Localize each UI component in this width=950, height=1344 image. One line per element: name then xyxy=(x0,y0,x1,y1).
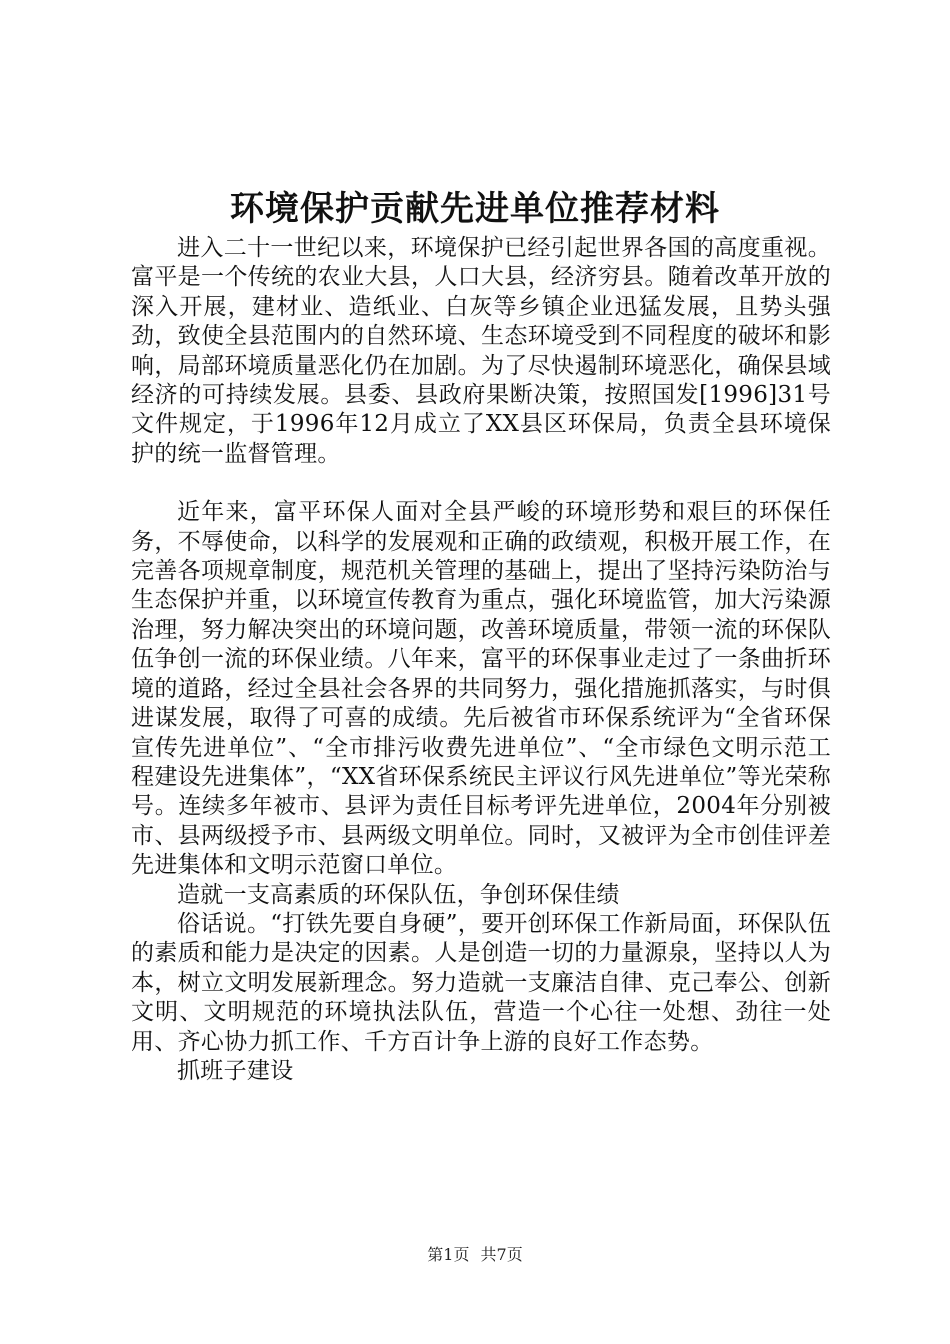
page-footer xyxy=(0,1244,950,1266)
paragraph-achievements: 近年来，富平环保人面对全县严峻的环境形势和艰巨的环保任务，不辱使命，以科学的发展观和正确的政绩观，积极开展工作，在完善各项规章制度，规范机关管理的基础上，提出了坚持污染防治与生态保护并重，以环境宣传教育为重点，强化环境监管，加大污染源治理，努力解决突出的环境问题，改善环境质量，带领一流的环保队伍争创一流的环保业绩。八年来，富平的环保事业走过了一条曲折环境的道路，经过全县社会各界的共同努力，强化措施抓落实，与时俱进谋发展，取得了可喜的成绩。先后被省市环保系统评为“全省环保宣传先进单位”、“全市排污收费先进单位”、“全市绿色文明示范工程建设先进集体”，“XX省环保系统民主评议行风先进单位”等光荣称号。连续多年被市、县评为责任目标考评先进单位，2004年分别被市、县两级授予市、县两级文明单位。同时，又被评为全市创佳评差先进集体和文明示范窗口单位。 xyxy=(131,499,831,879)
document-body xyxy=(131,234,831,1086)
page-total: 共7页 xyxy=(480,1245,523,1264)
paragraph-intro: 进入二十一世纪以来，环境保护已经引起世界各国的高度重视。富平是一个传统的农业大县，人口大县，经济穷县。随着改革开放的深入开展，建材业、造纸业、白灰等乡镇企业迅猛发展，且势头强劲，致使全县范围内的自然环境、生态环境受到不同程度的破坏和影响，局部环境质量恶化仍在加剧。为了尽快遏制环境恶化，确保县域经济的可持续发展。县委、县政府果断决策，按照国发[1996]31号文件规定，于1996年12月成立了XX县区环保局，负责全县环境保护的统一监督管理。 xyxy=(131,235,831,467)
page-number: 第1页 xyxy=(427,1245,470,1264)
section-heading-team: 造就一支高素质的环保队伍，争创环保佳绩 xyxy=(177,881,620,908)
paragraph-team: 俗话说。“打铁先要自身硬”，要开创环保工作新局面，环保队伍的素质和能力是决定的因素。人是创造一切的力量源泉，坚持以人为本，树立文明发展新理念。努力造就一支廉洁自律、克己奉公、创新文明、文明规范的环境执法队伍，营造一个心往一处想、劲往一处用、齐心协力抓工作、千方百计争上游的良好工作态势。 xyxy=(131,910,831,1055)
section-heading-leadership: 抓班子建设 xyxy=(177,1057,294,1084)
document-title: 环境保护贡献先进单位推荐材料 xyxy=(230,189,720,229)
paragraph-gap xyxy=(131,469,831,498)
